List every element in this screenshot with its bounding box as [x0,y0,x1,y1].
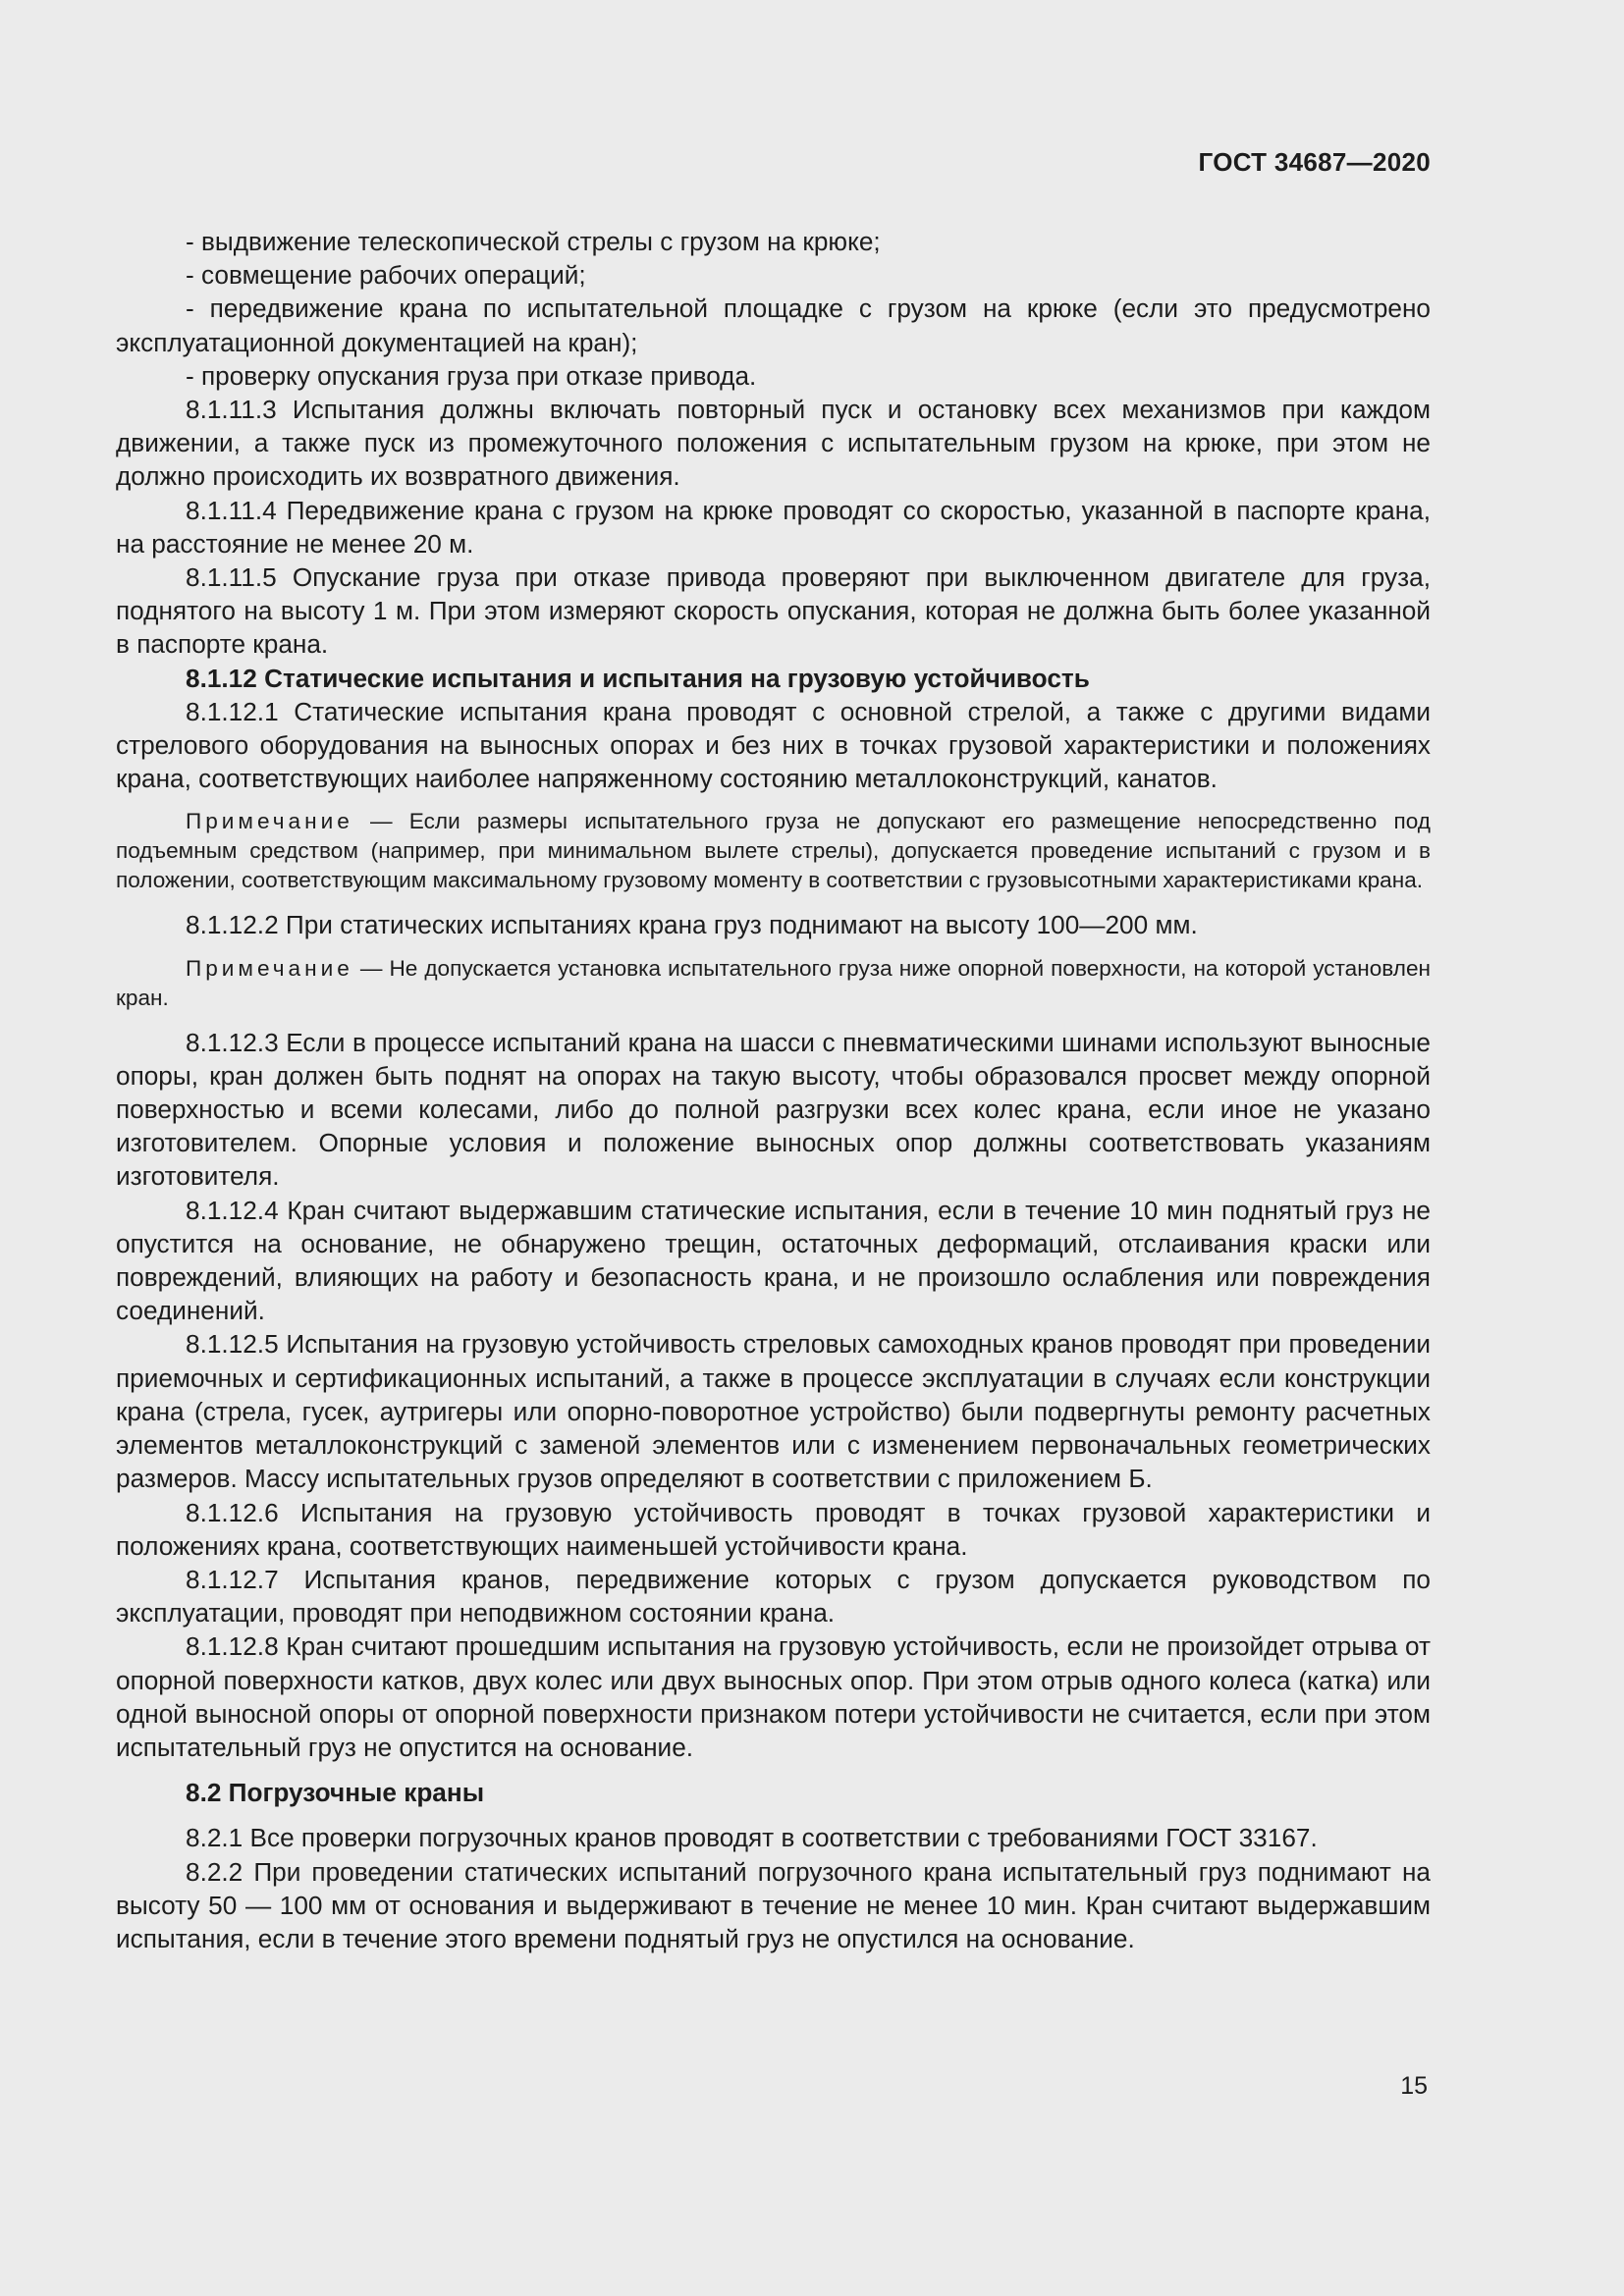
paragraph-8-2-2: 8.2.2 При проведении статических испытаний погрузочного крана испытательный груз поднимают на высоту 50 — 100 мм от основания и выдерживают в течение не менее 10 мин. Кран считают выдержавшим испытания, если в течение этого времени поднятый груз не опустился на основание. [116,1856,1431,1953]
note-text: — Не допускается установка испытательного груза ниже опорной поверхности, на которой установлен кран. [116,955,1431,1010]
list-item-telescopic: - выдвижение телескопической стрелы с грузом на крюке; [186,227,881,256]
paragraph-8-1-12-8: 8.1.12.8 Кран считают прошедшим испытания на грузовую устойчивость, если не произойдет отрыва от опорной поверхности катков, двух колес или двух выносных опор. При этом отрыв одного колеса (катка) или одной выносной опоры от опорной поверхности признаком потери устойчивости не считается, если при этом испытательный груз не опустится на основание. [116,1631,1431,1762]
paragraph-8-1-12-5: 8.1.12.5 Испытания на грузовую устойчивость стреловых самоходных кранов проводят при проведении приемочных и сертификационных испытаний, а также в процессе эксплуатации в случаях если конструкции крана (стрела, гусек, аутригеры или опорно-поворотное устройство) были подвергнуты ремонту расчетных элементов металлоконструкций с заменой элементов или с изменением первоначальных геометрических размеров. Массу испытательных грузов определяют в соответствии с приложением Б. [116,1329,1431,1494]
note-label: Примечание [186,955,353,981]
list-item-load-lowering: - проверку опускания груза при отказе привода. [186,360,757,391]
page-number: 15 [1400,2072,1428,2100]
list-item-crane-travel: - передвижение крана по испытательной площадке с грузом на крюке (если это предусмотрено эксплуатационной документацией на кран); [116,294,1431,357]
note-test-load-placement [116,807,1431,895]
paragraph-8-1-12-7: 8.1.12.7 Испытания кранов, передвижение которых с грузом допускается руководством по эксплуатации, проводят при неподвижном состоянии крана. [116,1564,1431,1629]
paragraph-8-1-12-2: 8.1.12.2 При статических испытаниях крана груз поднимают на высоту 100—200 мм. [186,910,1198,940]
page-body [116,225,1431,1955]
note-load-below-surface [116,954,1431,1013]
paragraph-8-2-1: 8.2.1 Все проверки погрузочных кранов проводят в соответствии с требованиями ГОСТ 33167. [186,1823,1318,1853]
paragraph-8-1-11-5: 8.1.11.5 Опускание груза при отказе привода проверяют при выключенном двигателе для груза, поднятого на высоту 1 м. При этом измеряют скорость опускания, которая не должна быть более указанной в паспорте крана. [116,562,1431,660]
paragraph-8-1-12-4: 8.1.12.4 Кран считают выдержавшим статические испытания, если в течение 10 мин поднятый груз не опустится на основание, не обнаружено трещин, остаточных деформаций, отслаивания краски или повреждений, влияющих на работу и безопасность крана, и не произошло ослабления или повреждения соединений. [116,1195,1431,1326]
section-heading-8-2: 8.2 Погрузочные краны [186,1778,485,1808]
subsection-heading-8-1-12: 8.1.12 Статические испытания и испытания на грузовую устойчивость [186,663,1090,693]
paragraph-8-1-12-3: 8.1.12.3 Если в процессе испытаний крана на шасси с пневматическими шинами используют выносные опоры, кран должен быть поднят на опорах на такую высоту, чтобы образовался просвет между опорной поверхностью и всеми колесами, либо до полной разгрузки всех колес крана, если иное не указано изготовителем. Опорные условия и положение выносных опор должны соответствовать указаниям изготовителя. [116,1027,1431,1192]
note-text: — Если размеры испытательного груза не допускают его размещение непосредственно под подъемным средством (например, при минимальном вылете стрелы), допускается проведение испытаний с грузом и в положении, соответствующим максимальному грузовому моменту в соответствии с грузовысотными характеристиками крана. [116,809,1431,893]
list-item-combined-operations: - совмещение рабочих операций; [186,260,586,291]
paragraph-8-1-12-6: 8.1.12.6 Испытания на грузовую устойчивость проводят в точках грузовой характеристики и положениях крана, соответствующих наименьшей устойчивости крана. [116,1497,1431,1561]
paragraph-8-1-11-4: 8.1.11.4 Передвижение крана с грузом на крюке проводят со скоростью, указанной в паспорте крана, на расстояние не менее 20 м. [116,495,1431,559]
paragraph-8-1-11-3: 8.1.11.3 Испытания должны включать повторный пуск и остановку всех механизмов при каждом движении, а также пуск из промежуточного положения с испытательным грузом на крюке, при этом не должно происходить их возвратного движения. [116,395,1431,492]
document-code: ГОСТ 34687—2020 [1198,147,1431,177]
paragraph-8-1-12-1: 8.1.12.1 Статические испытания крана проводят с основной стрелой, а также с другими видами стрелового оборудования на выносных опорах и без них в точках грузовой характеристики и положениях крана, соответствующих наиболее напряженному состоянию металлоконструкций, канатов. [116,696,1431,794]
note-label: Примечание [186,809,353,834]
